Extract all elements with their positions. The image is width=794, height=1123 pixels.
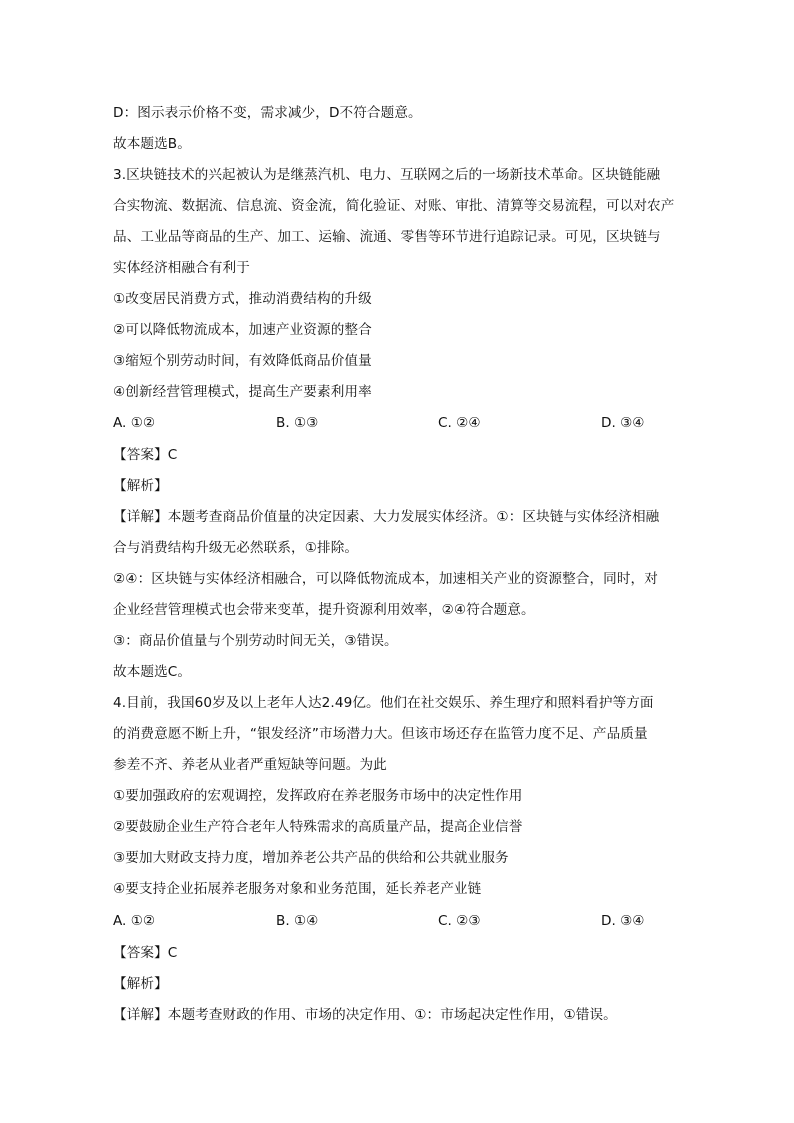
q4-option-a: A. ①② <box>113 913 156 929</box>
q3-option-b: B. ①③ <box>276 415 319 431</box>
text-line: ③：商品价值量与个别劳动时间无关，③错误。 <box>113 633 398 649</box>
text-line: 合与消费结构升级无必然联系，①排除。 <box>113 540 359 556</box>
text-line: 故本题选B。 <box>113 136 191 152</box>
text-line: 企业经营管理模式也会带来变革，提升资源利用效率，②④符合题意。 <box>113 602 535 618</box>
statement-4: ④创新经营管理模式，提高生产要素利用率 <box>113 384 372 400</box>
detail-text: 【详解】本题考查商品价值量的决定因素、大力发展实体经济。①：区块链与实体经济相融 <box>113 509 660 525</box>
detail-text: 【详解】本题考查财政的作用、市场的决定作用、①：市场起决定性作用，①错误。 <box>113 1007 617 1023</box>
question-4-stem: 4.目前，我国60岁及以上老年人达2.49亿。他们在社交娱乐、养生理疗和照料看护等方面 <box>113 695 654 711</box>
analysis-label: 【解析】 <box>113 976 168 992</box>
text-line: 的消费意愿不断上升，“银发经济”市场潜力大。但该市场还存在监管力度不足、产品质量 <box>113 726 648 742</box>
statement-2: ②要鼓励企业生产符合老年人特殊需求的高质量产品，提高企业信誉 <box>113 819 523 835</box>
text-line: ②④：区块链与实体经济相融合，可以降低物流成本，加速相关产业的资源整合，同时，对 <box>113 571 658 587</box>
statement-4: ④要支持企业拓展养老服务对象和业务范围，延长养老产业链 <box>113 881 482 897</box>
answer-label: 【答案】C <box>113 447 178 463</box>
statement-3: ③缩短个别劳动时间，有效降低商品价值量 <box>113 353 372 369</box>
text-line: 实体经济相融合有利于 <box>113 260 250 276</box>
q3-option-d: D. ③④ <box>601 415 645 431</box>
text-line: 参差不齐、养老从业者严重短缺等问题。为此 <box>113 757 387 773</box>
q3-option-c: C. ②④ <box>438 415 481 431</box>
statement-2: ②可以降低物流成本，加速产业资源的整合 <box>113 322 372 338</box>
statement-1: ①改变居民消费方式，推动消费结构的升级 <box>113 291 372 307</box>
q4-option-b: B. ①④ <box>276 913 319 929</box>
text-line: 合实物流、数据流、信息流、资金流，简化验证、对账、审批、清算等交易流程，可以对农产 <box>113 198 675 214</box>
analysis-label: 【解析】 <box>113 478 168 494</box>
q4-option-c: C. ②③ <box>438 913 481 929</box>
statement-3: ③要加大财政支持力度，增加养老公共产品的供给和公共就业服务 <box>113 850 509 866</box>
text-line: 故本题选C。 <box>113 664 192 680</box>
text-line: 品、工业品等商品的生产、加工、运输、流通、零售等环节进行追踪记录。可见，区块链与 <box>113 229 661 245</box>
q3-option-a: A. ①② <box>113 415 156 431</box>
q4-option-d: D. ③④ <box>601 913 645 929</box>
statement-1: ①要加强政府的宏观调控，发挥政府在养老服务市场中的决定性作用 <box>113 788 523 804</box>
question-3-stem: 3.区块链技术的兴起被认为是继蒸汽机、电力、互联网之后的一场新技术革命。区块链能融 <box>113 167 661 183</box>
answer-label: 【答案】C <box>113 945 178 961</box>
text-line: D：图示表示价格不变，需求减少，D不符合题意。 <box>113 105 422 121</box>
